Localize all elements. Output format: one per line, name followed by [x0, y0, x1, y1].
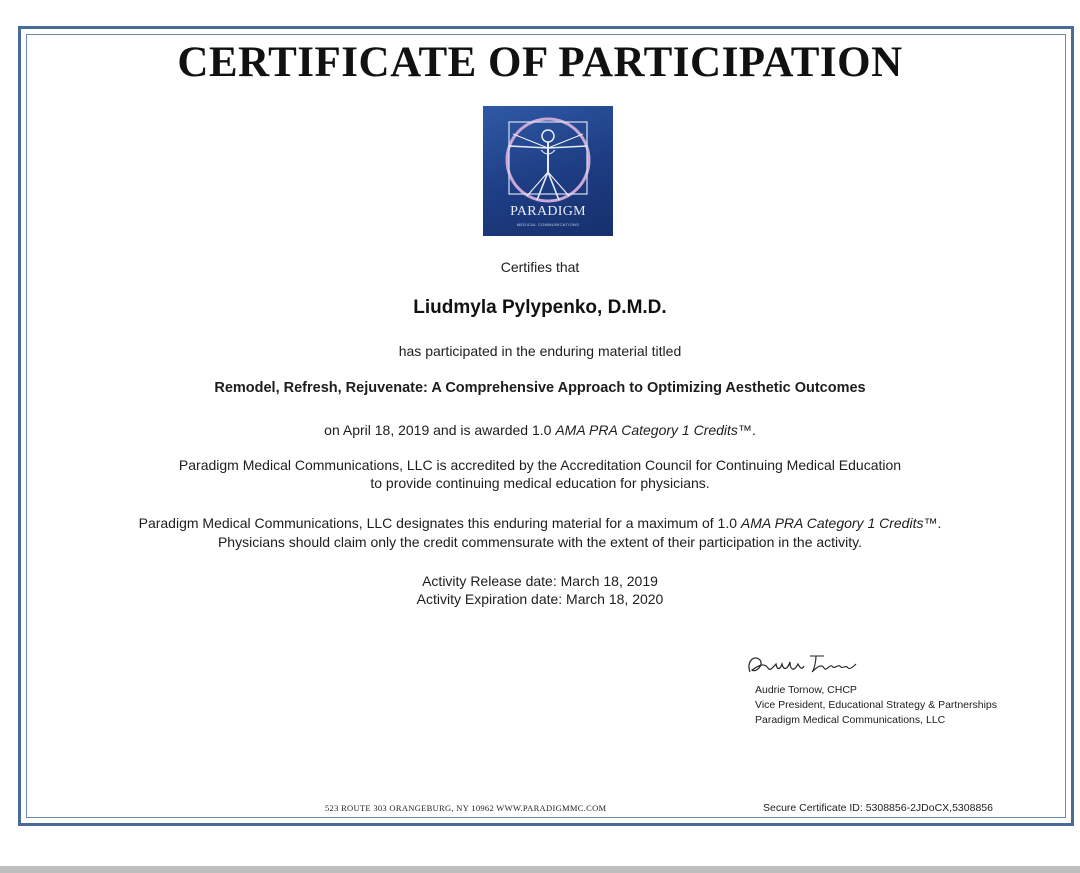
footer-address: 523 ROUTE 303 ORANGEBURG, NY 10962 WWW.PARADIGMMC.COM	[325, 803, 607, 813]
certifies-that-text: Certifies that	[500, 259, 580, 275]
designation-suffix: .	[937, 515, 942, 531]
accreditation-line-1: Paradigm Medical Communications, LLC is accredited by the Accreditation Council for Continuing Medical Education	[178, 457, 902, 473]
logo-subtext: MEDICAL COMMUNICATIONS	[516, 222, 580, 227]
signatory-block	[755, 683, 997, 728]
recipient-name: Liudmyla Pylypenko, D.M.D.	[413, 297, 667, 318]
designation-line-1	[0, 515, 1080, 531]
designation-line-2: Physicians should claim only the credit commensurate with the extent of their participation in the activity.	[217, 534, 863, 550]
signature-image	[744, 648, 864, 678]
signatory-organization: Paradigm Medical Communications, LLC	[755, 714, 946, 726]
course-title: Remodel, Refresh, Rejuvenate: A Comprehensive Approach to Optimizing Aesthetic Outcomes	[214, 380, 866, 396]
designation-prefix: Paradigm Medical Communications, LLC designates this enduring material for a maximum of 1.0	[138, 515, 741, 531]
bottom-band	[0, 866, 1080, 873]
award-prefix: on April 18, 2019 and is awarded 1.0	[324, 422, 556, 438]
signatory-name: Audrie Tornow, CHCP	[755, 684, 857, 696]
certificate-title: CERTIFICATE OF PARTICIPATION	[177, 39, 903, 86]
accreditation-line-2: to provide continuing medical education for physicians.	[370, 475, 710, 491]
secure-certificate-id: Secure Certificate ID: 5308856-2JDoCX,5308856	[763, 802, 993, 814]
signatory-title: Vice President, Educational Strategy & Partnerships	[755, 699, 998, 711]
award-suffix: .	[751, 422, 756, 438]
designation-credit-name: AMA PRA Category 1 Credits™	[740, 515, 938, 531]
release-date: Activity Release date: March 18, 2019	[422, 573, 658, 589]
paradigm-logo	[483, 106, 613, 236]
award-statement	[0, 422, 1080, 438]
expiration-date: Activity Expiration date: March 18, 2020	[416, 591, 664, 607]
logo-wordmark: PARADIGM	[510, 204, 586, 219]
award-credit-name: AMA PRA Category 1 Credits™	[555, 422, 752, 438]
participated-text: has participated in the enduring material titled	[398, 343, 682, 359]
